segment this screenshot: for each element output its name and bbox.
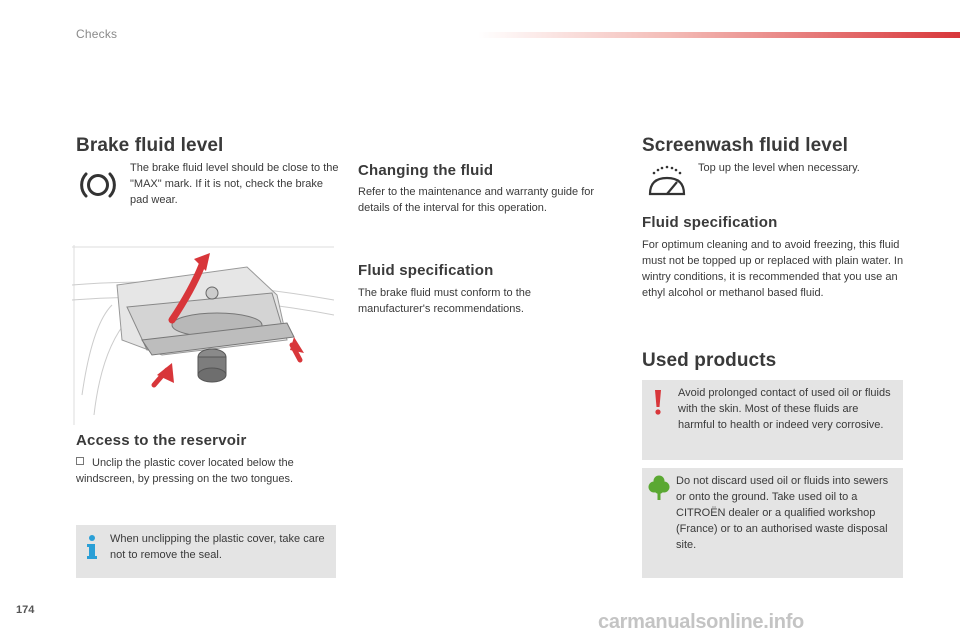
header-accent-bar xyxy=(478,32,960,38)
changing-fluid-heading: Changing the fluid xyxy=(358,162,494,179)
brake-warning-icon xyxy=(78,168,118,202)
brake-fluid-text: The brake fluid level should be close to the "MAX" mark. If it is not, check the brake pad wear. xyxy=(130,162,339,206)
brake-spec-heading: Fluid specification xyxy=(358,262,494,279)
access-bullet xyxy=(76,455,316,487)
warning-note-box xyxy=(642,380,903,460)
eco-tree-icon xyxy=(648,474,670,502)
section-title: Checks xyxy=(76,27,118,41)
seal-note-text: When unclipping the plastic cover, take care not to remove the seal. xyxy=(110,533,325,561)
eco-note-box xyxy=(642,468,903,578)
screenwash-heading: Screenwash fluid level xyxy=(642,135,849,156)
checkbox-bullet-icon xyxy=(76,457,84,465)
wash-spec-text: For optimum cleaning and to avoid freezing, this fluid must not be topped up or replaced with plain water. In wintry conditions, it is recommended that you use an ethyl alcohol or methanol based fluid. xyxy=(642,239,904,299)
access-bullet-text: Unclip the plastic cover located below the windscreen, by pressing on the two tongues. xyxy=(76,457,294,485)
used-products-heading: Used products xyxy=(642,350,777,371)
brake-fluid-heading: Brake fluid level xyxy=(76,135,224,156)
windscreen-washer-icon xyxy=(646,164,688,198)
eco-note-text: Do not discard used oil or fluids into sewers or onto the ground. Take used oil to a CITROËN dealer or a qualified workshop (France) or to an authorised waste disposal site. xyxy=(676,475,889,551)
screenwash-text: Top up the level when necessary. xyxy=(698,162,860,174)
changing-fluid-text: Refer to the maintenance and warranty guide for details of the interval for this operation. xyxy=(358,186,595,214)
reservoir-illustration xyxy=(72,245,334,425)
brake-spec-text: The brake fluid must conform to the manufacturer's recommendations. xyxy=(358,287,532,315)
page-number: 174 xyxy=(16,604,35,616)
warning-note-text: Avoid prolonged contact of used oil or fluids with the skin. Most of these fluids are harmful to health or indeed very corrosive. xyxy=(678,387,891,431)
wash-spec-heading: Fluid specification xyxy=(642,214,778,231)
warning-exclamation-icon xyxy=(652,388,664,418)
info-icon xyxy=(84,533,100,561)
access-heading: Access to the reservoir xyxy=(76,432,247,449)
seal-note-box xyxy=(76,525,336,578)
watermark-logo: carmanualsonline.info xyxy=(598,611,804,633)
